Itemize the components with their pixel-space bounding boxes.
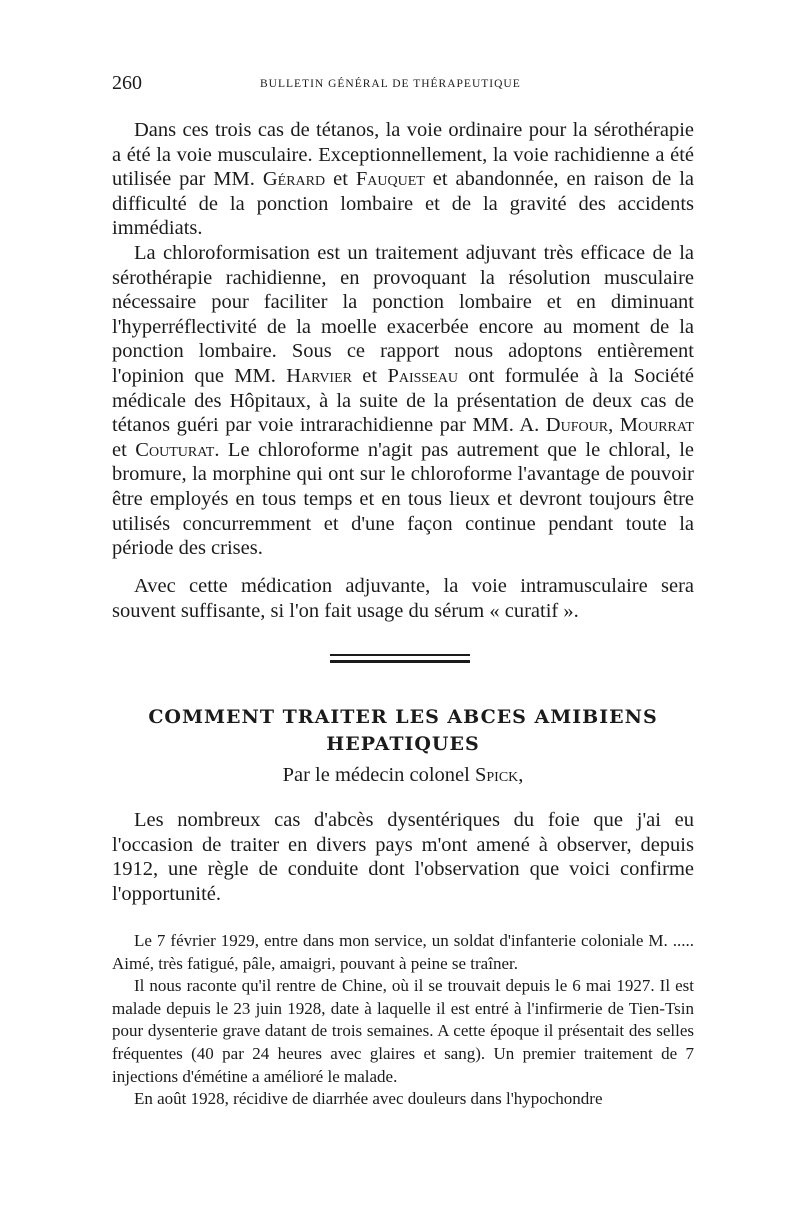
case-paragraph: Il nous raconte qu'il rentre de Chine, où il se trouvait depuis le 6 mai 1927. Il est malade depuis le 23 juin 1928, date à laquelle il est entré à l'infirmerie de Tien-Tsin pour dysenterie grave datant de trois semaines. A cette époque il présentait des selles fréquentes (40 par 24 heures avec glaires et sang). Un premier traitement de 7 injections d'émétine a amélioré le malade. [112, 976, 694, 1086]
author-name: Couturat [135, 438, 215, 461]
author-name: Paisseau [387, 364, 458, 387]
body-text-conclusion [112, 574, 694, 623]
paragraph-sero-route: Dans ces trois cas de tétanos, la voie ordinaire pour la sérothérapie a été la voie musculaire. Exceptionnellement, la voie rachidienne a été utilisée par MM. Gérard et Fauquet et abandonnée, en raison de la difficulté de la ponction lombaire et de la gravité des accidents immédiats. [112, 119, 695, 240]
case-paragraph: Le 7 février 1929, entre dans mon service, un soldat d'infanterie coloniale M. ..... Aimé, très fatigué, pâle, amaigri, pouvant à peine se traîner. [112, 931, 694, 973]
article-title: COMMENT TRAITER LES ABCES AMIBIENS [148, 706, 658, 728]
paragraph-conclusion: Avec cette médication adjuvante, la voie intramusculaire sera souvent suffisante, si l'on fait usage du sérum « curatif ». [112, 575, 694, 622]
body-text-top [112, 118, 694, 561]
article-title-continued: HEPATIQUES [326, 733, 480, 755]
section-divider [330, 654, 470, 656]
author-name: Fauquet [355, 168, 425, 191]
author-name: Spick [474, 764, 519, 786]
paragraph-intro: Les nombreux cas d'abcès dysentériques du foie que j'ai eu l'occasion de traiter en divers pays m'ont amené à observer, depuis 1912, une règle de conduite dont l'observation que voici confirme l'opportunité. [112, 809, 694, 905]
author-name: Mourrat [619, 414, 694, 437]
case-paragraph: En août 1928, récidive de diarrhée avec douleurs dans l'hypochondre [134, 1089, 603, 1109]
section-divider [330, 660, 470, 663]
author-name: Harvier [286, 364, 352, 387]
article-intro [112, 808, 694, 906]
byline: Par le médecin colonel Spick, [282, 764, 524, 786]
author-name: Dufour [545, 414, 609, 437]
author-name: Gérard [262, 168, 326, 191]
page-number: 260 [112, 72, 142, 94]
paragraph-chloroform: La chloroformisation est un traitement adjuvant très efficace de la sérothérapie rachidienne, en provoquant la résolution musculaire nécessaire pour faciliter la ponction lombaire et en diminuant l'hyperréflectivité de la moelle exacerbée encore au moment de la ponction lombaire. Sous ce rapport nous adoptons entièrement l'opinion que MM. Harvier et Paisseau ont formulée à la Société médicale des Hôpitaux, à la suite de la présentation de deux cas de tétanos guéri par voie intrarachidienne par MM. A. Dufour, Mourrat et Couturat. Le chloroforme n'agit pas autrement que le chloral, le bromure, la morphine qui ont sur le chloroforme l'avantage de pouvoir être employés en tous temps et en tous lieux et devront toujours être utilisés concurremment et d'une façon continue pendant toute la période des crises. [112, 241, 695, 560]
running-head [112, 72, 694, 102]
journal-title: BULLETIN GÉNÉRAL DE THÉRAPEUTIQUE [260, 78, 521, 90]
case-report [112, 930, 694, 1111]
